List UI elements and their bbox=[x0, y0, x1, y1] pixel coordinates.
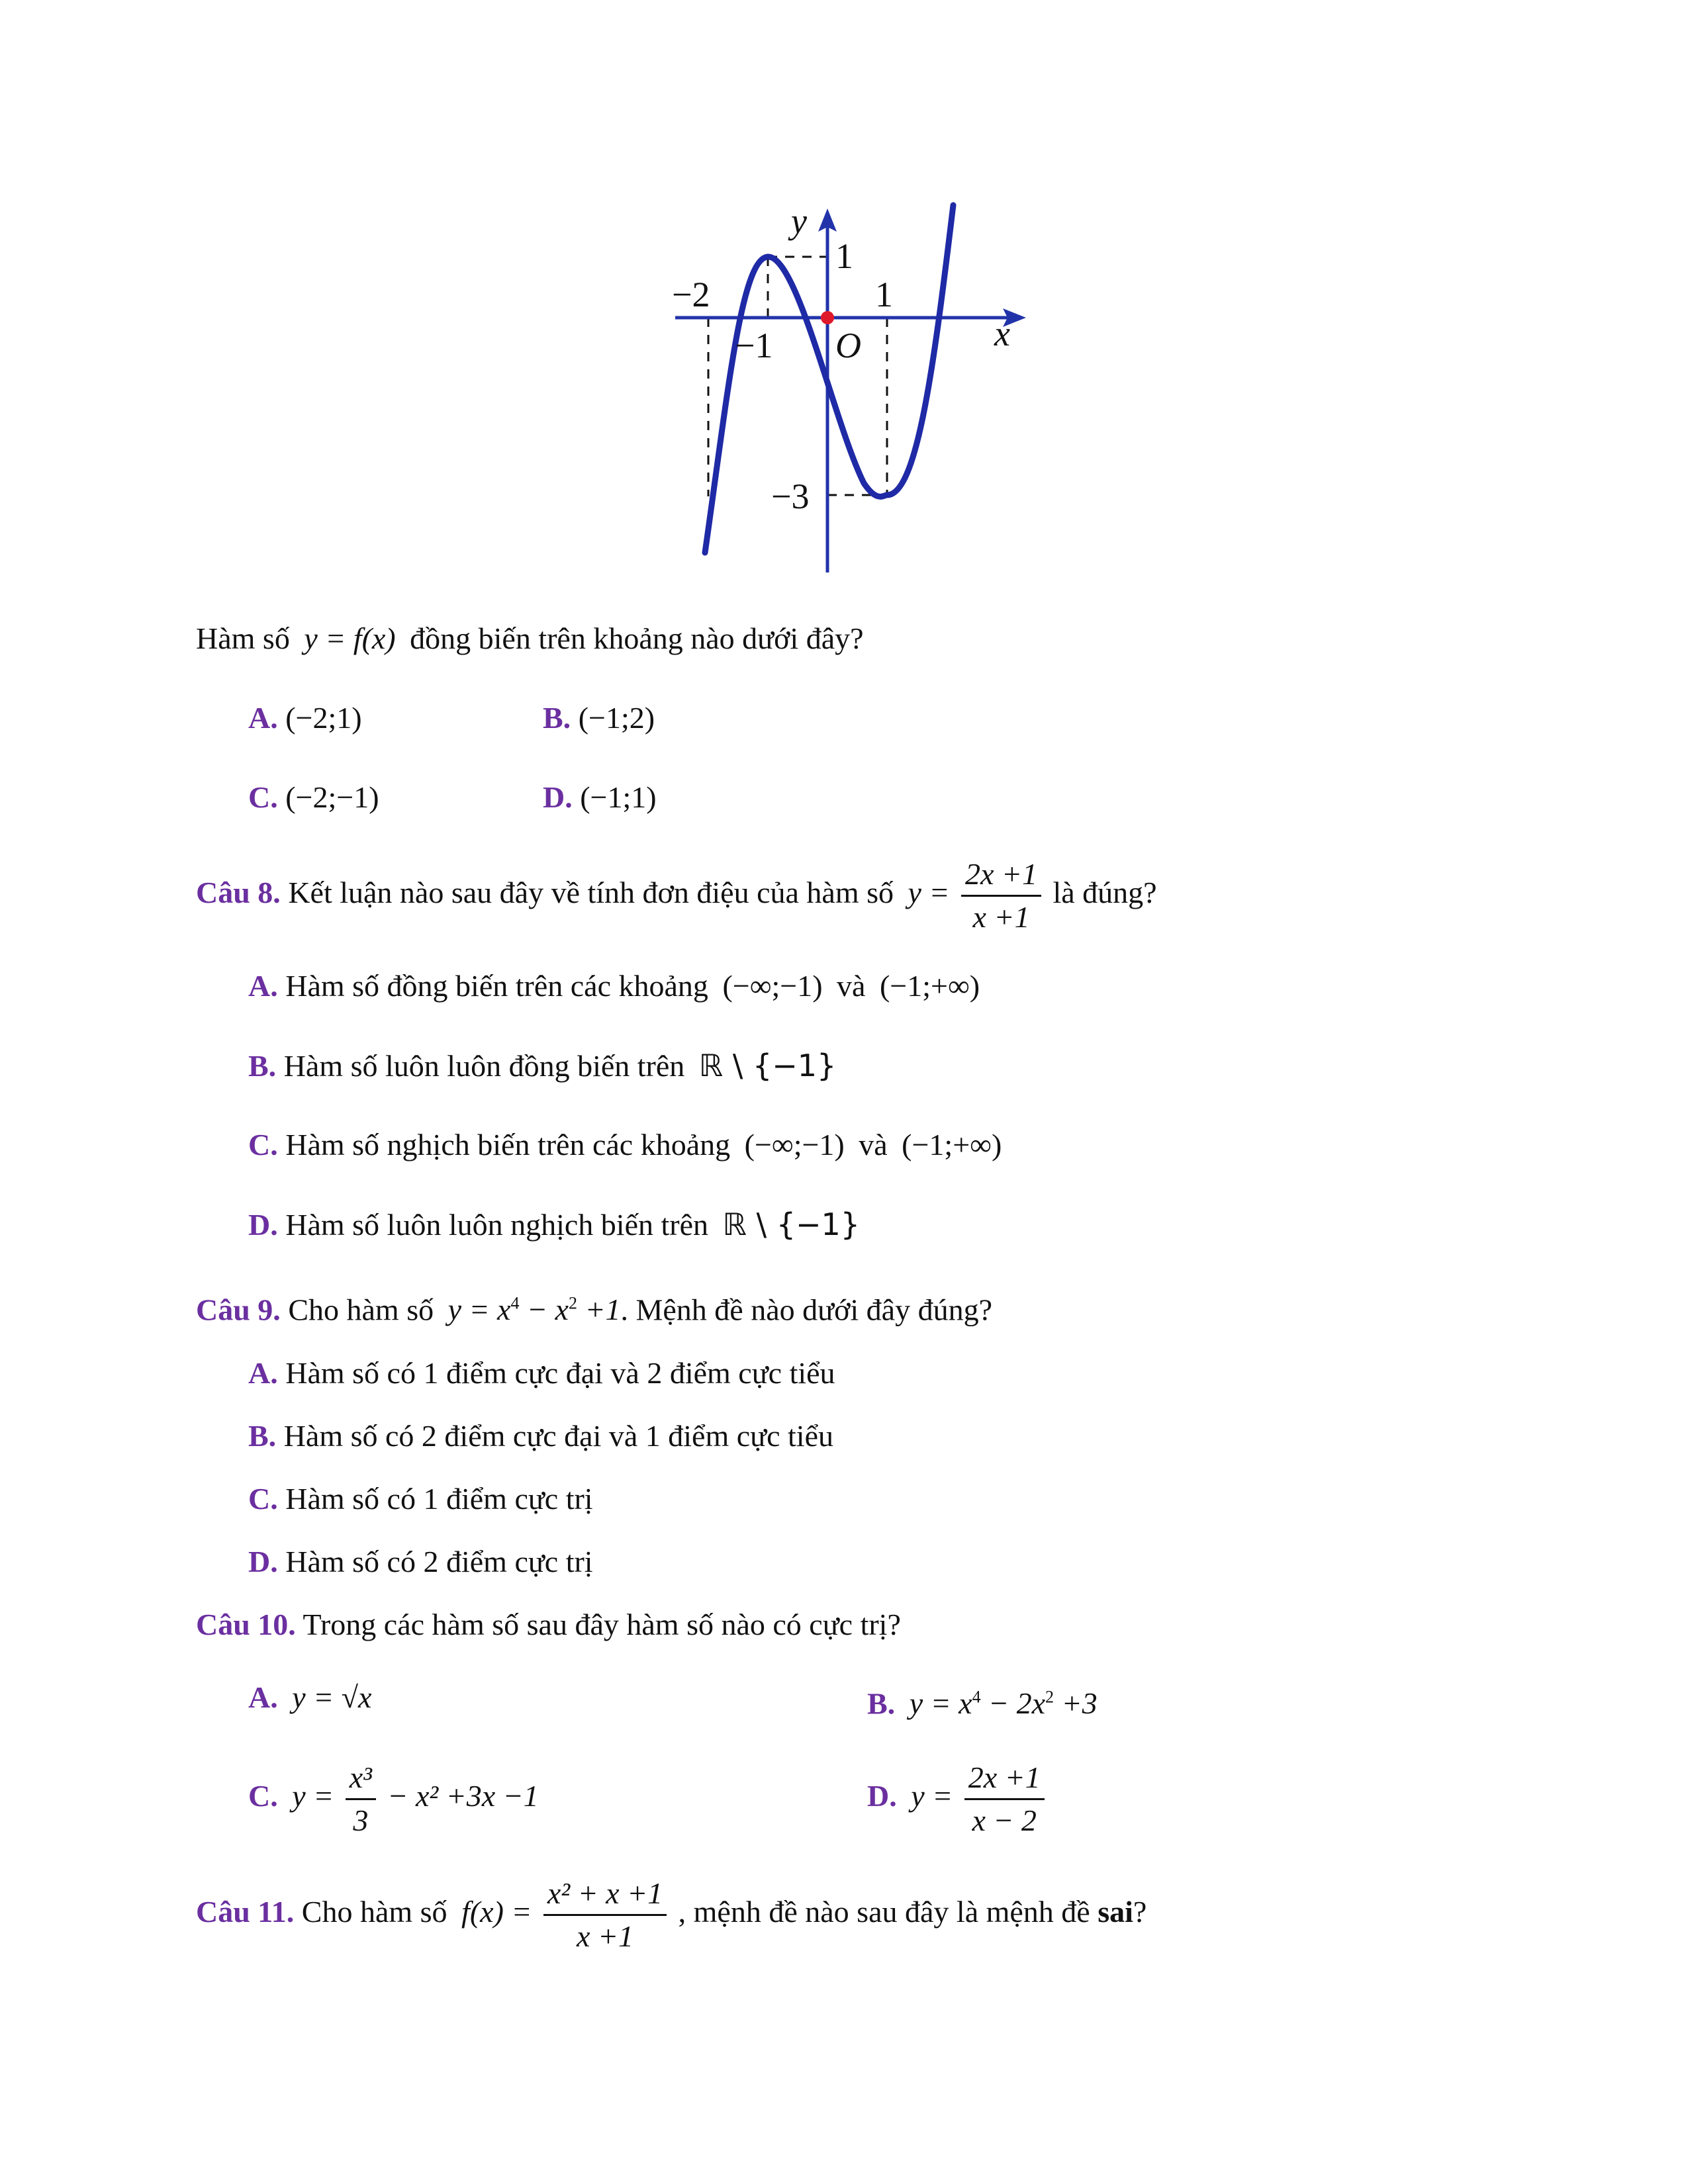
b-eq-2: − 2x bbox=[980, 1686, 1046, 1721]
option-text: Hàm số có 2 điểm cực trị bbox=[285, 1545, 593, 1578]
option-text: Hàm số luôn luôn nghịch biến trên bbox=[285, 1208, 709, 1242]
option-text: Hàm số có 1 điểm cực đại và 2 điểm cực tiểu bbox=[285, 1356, 835, 1390]
q9-option-b[interactable] bbox=[248, 1416, 833, 1456]
option-text: Hàm số đồng biến trên các khoảng bbox=[285, 969, 708, 1003]
q8-y-eq: y = bbox=[908, 876, 950, 910]
cubic-graph bbox=[0, 0, 1688, 596]
b-eq-1: y = x bbox=[909, 1686, 972, 1721]
origin-label: O bbox=[835, 326, 861, 365]
option-label: B. bbox=[543, 701, 571, 735]
option-label: D. bbox=[248, 1545, 278, 1578]
y-axis-label: y bbox=[791, 201, 807, 241]
q8-label: Câu 8. bbox=[196, 876, 281, 910]
c-rest: − x² +3x −1 bbox=[387, 1779, 539, 1813]
option-and: và bbox=[837, 969, 866, 1003]
x-axis-label: x bbox=[994, 314, 1010, 353]
interval-1: (−∞;−1) bbox=[722, 969, 823, 1003]
q7-stem bbox=[196, 619, 864, 659]
q7-option-a[interactable] bbox=[248, 698, 362, 738]
q10-label: Câu 10. bbox=[196, 1608, 296, 1641]
d-denominator: x − 2 bbox=[972, 1803, 1037, 1837]
q10-option-d[interactable] bbox=[867, 1757, 1049, 1841]
option-text: Hàm số luôn luôn đồng biến trên bbox=[283, 1049, 685, 1083]
option-label: D. bbox=[867, 1779, 897, 1813]
option-label: C. bbox=[248, 1779, 278, 1813]
option-value: (−1;1) bbox=[580, 780, 657, 814]
q7-suffix: đồng biến trên khoảng nào dưới đây? bbox=[410, 621, 864, 655]
real-set: ℝ \ {−1} bbox=[698, 1048, 837, 1083]
q11-stem bbox=[196, 1873, 1147, 1957]
q11-denominator: x +1 bbox=[577, 1919, 634, 1953]
tick-label-y-1: 1 bbox=[835, 236, 853, 276]
q8-option-d[interactable] bbox=[248, 1205, 860, 1245]
q9-eq-a: y = x bbox=[447, 1293, 511, 1327]
option-label: D. bbox=[543, 780, 573, 814]
q10-option-b[interactable] bbox=[867, 1678, 1098, 1723]
tick-label-y-neg3: −3 bbox=[771, 477, 810, 516]
q11-end: ? bbox=[1133, 1895, 1147, 1929]
c-numerator: x³ bbox=[346, 1757, 376, 1800]
q10-text: Trong các hàm số sau đây hàm số nào có cực trị? bbox=[303, 1608, 901, 1641]
option-text: Hàm số có 1 điểm cực trị bbox=[285, 1482, 593, 1516]
interval-1: (−∞;−1) bbox=[744, 1128, 845, 1161]
q9-option-a[interactable] bbox=[248, 1353, 835, 1393]
option-equation bbox=[910, 1686, 1098, 1720]
option-label: B. bbox=[248, 1419, 277, 1453]
option-label: D. bbox=[248, 1208, 278, 1242]
q10-stem bbox=[196, 1605, 901, 1645]
q11-numerator: x² + x +1 bbox=[543, 1873, 667, 1916]
d-y-eq: y = bbox=[911, 1779, 953, 1813]
q8-option-a[interactable] bbox=[248, 966, 980, 1006]
interval-2: (−1;+∞) bbox=[902, 1128, 1002, 1161]
q10-option-c[interactable] bbox=[248, 1757, 539, 1841]
q8-numerator: 2x +1 bbox=[961, 854, 1041, 897]
option-label: A. bbox=[248, 701, 278, 735]
q8-option-b[interactable] bbox=[248, 1046, 836, 1086]
q9-equation bbox=[448, 1293, 621, 1326]
q8-text: Kết luận nào sau đây về tính đơn điệu của hàm số bbox=[288, 876, 894, 910]
q9-option-d[interactable] bbox=[248, 1542, 593, 1582]
q11-fx: f(x) = bbox=[461, 1895, 532, 1929]
tick-label-x-neg2: −2 bbox=[672, 275, 710, 314]
q11-label: Câu 11. bbox=[196, 1895, 295, 1929]
b-eq-3: +3 bbox=[1054, 1686, 1098, 1721]
option-label: A. bbox=[248, 969, 278, 1003]
option-label: C. bbox=[248, 780, 278, 814]
q8-fraction bbox=[961, 854, 1041, 938]
q7-option-d[interactable] bbox=[543, 778, 657, 817]
q9-option-c[interactable] bbox=[248, 1479, 593, 1519]
q11-bold-word: sai bbox=[1098, 1895, 1133, 1929]
c-fraction bbox=[346, 1757, 376, 1841]
option-label: C. bbox=[248, 1128, 278, 1161]
q11-suffix: , mệnh đề nào sau đây là mệnh đề bbox=[678, 1895, 1090, 1929]
q9-eq-b: − x bbox=[519, 1293, 569, 1327]
tick-label-x-1: 1 bbox=[875, 275, 893, 314]
origin-dot bbox=[821, 311, 834, 324]
q9-suffix: . Mệnh đề nào dưới đây đúng? bbox=[620, 1293, 993, 1327]
d-fraction bbox=[964, 1757, 1045, 1841]
option-text: Hàm số có 2 điểm cực đại và 1 điểm cực tiểu bbox=[283, 1419, 834, 1453]
q11-text: Cho hàm số bbox=[301, 1895, 447, 1929]
option-label: B. bbox=[867, 1686, 896, 1721]
tick-label-x-neg1: −1 bbox=[735, 326, 773, 365]
q8-suffix: là đúng? bbox=[1053, 876, 1157, 910]
q7-function: y = f(x) bbox=[304, 621, 396, 655]
b-exp-2: 2 bbox=[1045, 1688, 1055, 1707]
q7-option-b[interactable] bbox=[543, 698, 655, 738]
q9-eq-c: +1 bbox=[577, 1293, 621, 1327]
q9-exp-a: 4 bbox=[510, 1294, 520, 1313]
option-text: Hàm số nghịch biến trên các khoảng bbox=[285, 1128, 731, 1161]
option-label: A. bbox=[248, 1680, 278, 1714]
q8-denominator: x +1 bbox=[972, 900, 1030, 934]
option-equation: y = √x bbox=[292, 1680, 372, 1714]
option-label: C. bbox=[248, 1482, 278, 1516]
c-y-eq: y = bbox=[292, 1779, 334, 1813]
option-value: (−1;2) bbox=[578, 701, 655, 735]
option-value: (−2;−1) bbox=[285, 780, 379, 814]
q7-prefix: Hàm số bbox=[196, 621, 290, 655]
q9-label: Câu 9. bbox=[196, 1293, 281, 1327]
q10-option-a[interactable] bbox=[248, 1678, 371, 1717]
option-and: và bbox=[859, 1128, 888, 1161]
q8-stem bbox=[196, 854, 1157, 938]
q9-text: Cho hàm số bbox=[288, 1293, 434, 1327]
q9-stem bbox=[196, 1284, 992, 1330]
d-numerator: 2x +1 bbox=[964, 1757, 1045, 1800]
q8-option-c[interactable] bbox=[248, 1125, 1002, 1165]
option-value: (−2;1) bbox=[285, 701, 362, 735]
q9-exp-b: 2 bbox=[568, 1294, 577, 1313]
option-label: A. bbox=[248, 1356, 278, 1390]
q11-fraction bbox=[543, 1873, 667, 1957]
option-label: B. bbox=[248, 1049, 277, 1083]
real-set: ℝ \ {−1} bbox=[722, 1206, 861, 1242]
c-denominator: 3 bbox=[353, 1803, 369, 1837]
q7-option-c[interactable] bbox=[248, 778, 379, 817]
interval-2: (−1;+∞) bbox=[879, 969, 980, 1003]
b-exp-1: 4 bbox=[972, 1688, 981, 1707]
